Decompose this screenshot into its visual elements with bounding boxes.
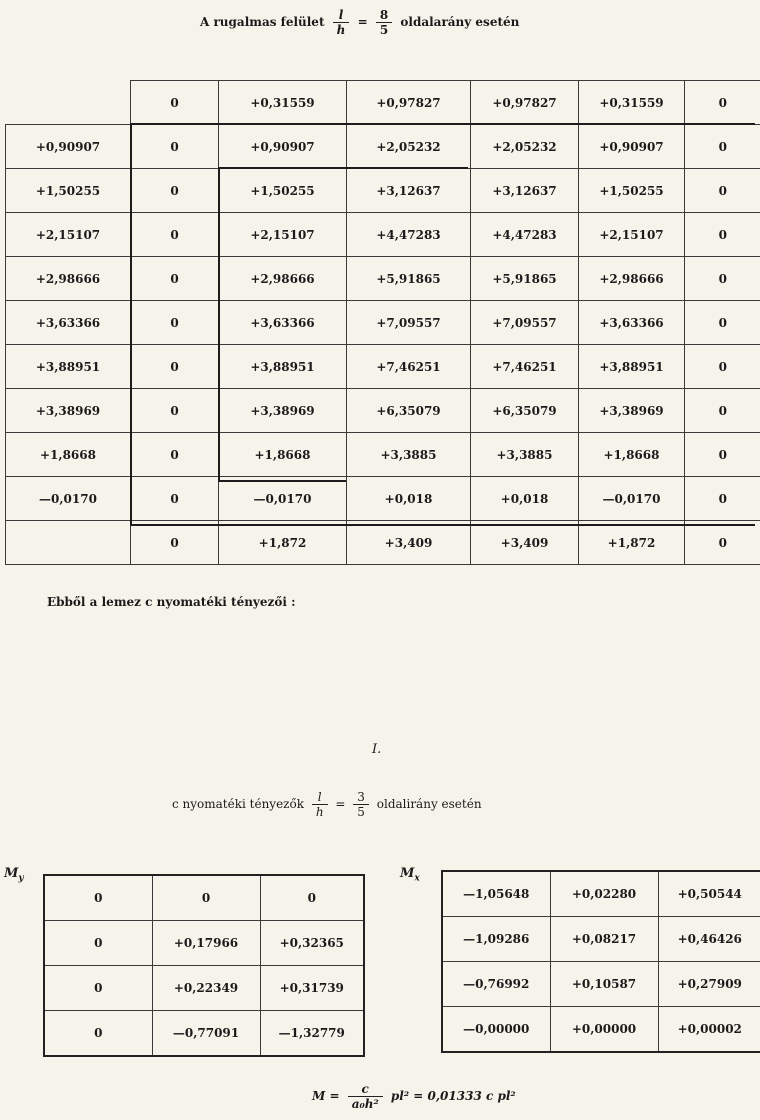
title-ratio-den: h [336,23,346,37]
table-cell: 0 [131,301,219,345]
title-value-num: 8 [376,8,392,23]
page-title [200,8,519,37]
table-cell: 0 [260,875,364,921]
table-cell: —0,0170 [579,477,685,521]
table-cell [6,81,131,125]
mx-label-sub: x [414,873,420,884]
formula-lhs: M = [312,1089,340,1103]
table-cell: 0 [44,875,152,921]
outer-frame-top [130,123,755,125]
table-cell: 0 [685,521,760,565]
table-cell: +3,3885 [471,433,579,477]
table-row [6,213,760,257]
table-cell: 0 [152,875,260,921]
formula-fraction [348,1082,383,1111]
table-cell: +1,50255 [219,169,347,213]
table-cell: +0,31559 [579,81,685,125]
table-cell: +0,97827 [471,81,579,125]
table-cell: +2,15107 [579,213,685,257]
table-cell: 0 [685,81,760,125]
table-cell: +1,8668 [6,433,131,477]
table-row [6,81,760,125]
table-cell: —0,0170 [6,477,131,521]
table-cell: +6,35079 [471,389,579,433]
table-cell: +2,05232 [347,125,471,169]
table-cell: +7,46251 [347,345,471,389]
table-cell: 0 [685,345,760,389]
table-cell: 0 [131,521,219,565]
table-row [6,169,760,213]
table-cell: 0 [685,257,760,301]
table-cell: +1,8668 [219,433,347,477]
table-cell: +2,98666 [579,257,685,301]
table-cell: +0,018 [471,477,579,521]
table-cell: +2,05232 [471,125,579,169]
table-cell: +2,98666 [6,257,131,301]
table-cell: +0,31739 [260,966,364,1011]
table-row [6,389,760,433]
table-cell: +3,409 [471,521,579,565]
inner-frame-top [218,167,468,169]
table-cell: +1,50255 [579,169,685,213]
table-cell: +2,98666 [219,257,347,301]
table-cell: 0 [44,1011,152,1057]
table-row [44,1011,364,1057]
main-moment-table [5,80,760,565]
table-row [6,301,760,345]
table-cell: —0,77091 [152,1011,260,1057]
table-row [44,921,364,966]
table-cell: +1,872 [219,521,347,565]
table-cell: +3,88951 [219,345,347,389]
table-cell: 0 [131,477,219,521]
table-cell: 0 [131,169,219,213]
table-row [6,433,760,477]
table-cell: 0 [131,257,219,301]
table-cell: +0,00000 [550,1007,658,1053]
table-cell: +5,91865 [471,257,579,301]
table-cell: +1,50255 [6,169,131,213]
table-cell: +0,32365 [260,921,364,966]
table-cell [6,521,131,565]
outer-frame-left [130,123,132,526]
my-label [4,866,24,884]
table-cell: +0,27909 [658,962,760,1007]
table-cell: 0 [44,966,152,1011]
table-cell: —1,32779 [260,1011,364,1057]
caption: Ebből a lemez c nyomatéki tényezői : [47,595,296,609]
formula-num: c [348,1082,383,1097]
table-cell: 0 [685,125,760,169]
inner-frame-left [218,167,220,481]
table-cell: +3,12637 [347,169,471,213]
table-cell: +7,46251 [471,345,579,389]
table-cell: +3,3885 [347,433,471,477]
title-ratio-fraction [333,8,350,37]
table-cell: 0 [685,301,760,345]
subtitle-value-den: 5 [357,805,365,819]
section-label: I. [372,742,382,757]
table-cell: +0,90907 [6,125,131,169]
table-cell: +0,018 [347,477,471,521]
table-cell: 0 [685,389,760,433]
table-cell: —0,76992 [442,962,550,1007]
table-cell: 0 [44,921,152,966]
table-cell: +3,63366 [6,301,131,345]
table-row [442,917,760,962]
table-cell: +0,90907 [219,125,347,169]
table-cell: +1,872 [579,521,685,565]
title-equals: = [357,15,368,29]
table-row [6,345,760,389]
title-suffix: oldalarány esetén [400,15,520,29]
table-cell: +3,12637 [471,169,579,213]
table-cell: +7,09557 [347,301,471,345]
table-cell: +2,15107 [219,213,347,257]
table-cell: 0 [131,81,219,125]
table-cell: +0,08217 [550,917,658,962]
table-cell: +4,47283 [347,213,471,257]
title-prefix: A rugalmas felület [200,15,325,29]
table-row [44,966,364,1011]
table-cell: —0,00000 [442,1007,550,1053]
table-cell: +0,97827 [347,81,471,125]
table-cell: +3,38969 [6,389,131,433]
table-cell: +3,63366 [219,301,347,345]
my-table [43,874,365,1057]
inner-frame-bottom [218,480,346,482]
table-cell: 0 [131,433,219,477]
subtitle [172,790,482,819]
table-row [6,477,760,521]
subtitle-equals: = [335,797,346,811]
table-cell: +1,8668 [579,433,685,477]
table-cell: +0,90907 [579,125,685,169]
table-cell: —0,0170 [219,477,347,521]
table-cell: +3,63366 [579,301,685,345]
table-cell: +3,409 [347,521,471,565]
title-value-fraction [376,8,392,37]
table-cell: —1,05648 [442,871,550,917]
table-row [6,125,760,169]
table-row [44,875,364,921]
table-row [6,257,760,301]
table-cell: 0 [685,433,760,477]
table-row [6,521,760,565]
mx-label-text: M [400,866,415,881]
moment-formula [312,1082,516,1111]
title-value-den: 5 [379,23,389,37]
table-cell: +0,00002 [658,1007,760,1053]
table-cell: 0 [131,389,219,433]
table-cell: +3,88951 [579,345,685,389]
table-cell: —1,09286 [442,917,550,962]
table-cell: +3,38969 [219,389,347,433]
subtitle-value-num: 3 [353,790,369,805]
table-cell: 0 [685,169,760,213]
table-cell: 0 [131,213,219,257]
formula-tail: pl² = 0,01333 c pl² [390,1089,516,1103]
my-label-text: M [4,866,19,881]
my-label-sub: y [18,873,24,884]
table-row [442,1007,760,1053]
subtitle-ratio-num: l [312,790,328,805]
table-row [442,871,760,917]
table-cell: +4,47283 [471,213,579,257]
subtitle-value-fraction [353,790,369,819]
table-cell: 0 [131,125,219,169]
subtitle-ratio-den: h [315,805,324,819]
subtitle-suffix: oldalirány esetén [376,797,482,811]
table-cell: +0,50544 [658,871,760,917]
table-row [442,962,760,1007]
table-cell: 0 [685,213,760,257]
mx-label [400,866,420,884]
title-ratio-num: l [333,8,350,23]
table-cell: 0 [685,477,760,521]
table-cell: +0,31559 [219,81,347,125]
table-cell: +3,38969 [579,389,685,433]
table-cell: +0,46426 [658,917,760,962]
table-cell: +6,35079 [347,389,471,433]
mx-table [441,870,760,1053]
table-cell: +7,09557 [471,301,579,345]
table-cell: 0 [131,345,219,389]
table-cell: +5,91865 [347,257,471,301]
table-cell: +0,10587 [550,962,658,1007]
table-cell: +0,17966 [152,921,260,966]
outer-frame-bottom [130,524,755,526]
table-cell: +3,88951 [6,345,131,389]
table-cell: +0,22349 [152,966,260,1011]
table-cell: +2,15107 [6,213,131,257]
subtitle-ratio-fraction [312,790,328,819]
formula-den: a₀h² [351,1097,379,1111]
subtitle-prefix: c nyomatéki tényezők [172,797,304,811]
table-cell: +0,02280 [550,871,658,917]
